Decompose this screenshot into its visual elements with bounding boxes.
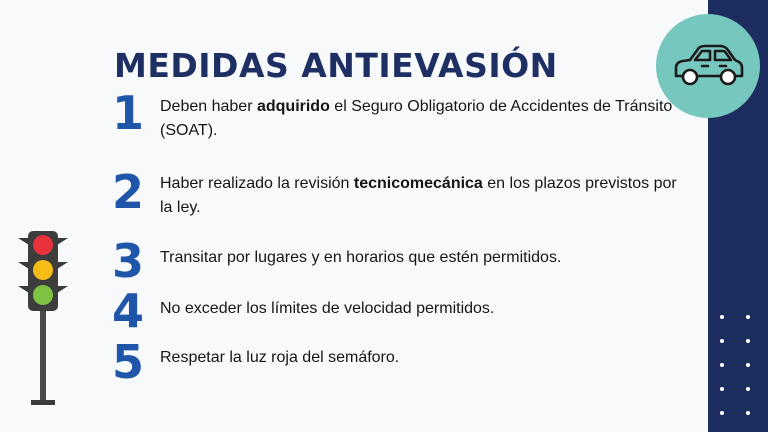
list-item: No exceder los límites de velocidad permitidos. (160, 300, 495, 317)
list-item: Haber realizado la revisión tecnicomecánica en los plazos previstos por la ley. (160, 175, 677, 216)
car-icon (670, 40, 746, 90)
item-number-5: 5 (111, 335, 144, 389)
green-light (33, 285, 53, 305)
page-title: MEDIDAS ANTIEVASIÓN (114, 46, 558, 85)
item-number-1: 1 (111, 86, 144, 140)
list-item: Transitar por lugares y en horarios que estén permitidos. (160, 249, 562, 266)
item-number-3: 3 (111, 234, 144, 288)
list-item: Respetar la luz roja del semáforo. (160, 349, 400, 366)
traffic-light-icon (16, 228, 72, 408)
item-number-2: 2 (111, 165, 144, 219)
list-item: Deben haber adquirido el Seguro Obligatorio de Accidentes de Tránsito (SOAT). (160, 98, 673, 139)
item-number-4: 4 (111, 284, 144, 338)
red-light (33, 235, 53, 255)
yellow-light (33, 260, 53, 280)
